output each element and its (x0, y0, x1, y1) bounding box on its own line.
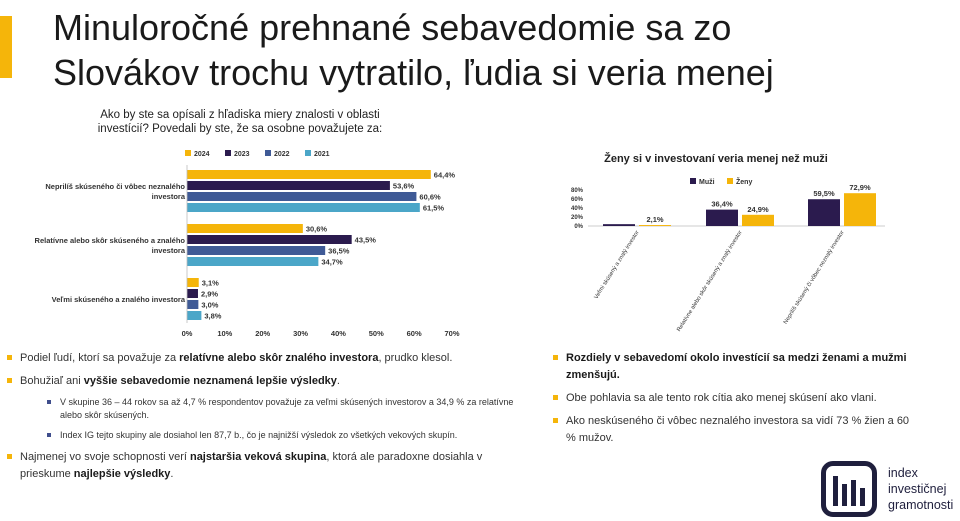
bar-2022-2 (187, 300, 198, 309)
bar-value-label: 36,4% (711, 199, 733, 209)
left-bullet-2-text: Bohužiaľ ani (20, 375, 84, 387)
bar-Muži-0 (603, 224, 635, 226)
bar-2024-1 (187, 224, 303, 233)
index-logo (817, 459, 957, 521)
legend-swatch-Muži (690, 178, 696, 184)
left-bullet-3-bold: najstaršia veková skupina (189, 451, 327, 463)
bar-value-label: 61,5% (422, 203, 445, 213)
bar-Ženy-2 (844, 193, 876, 226)
y-tick-label: 40% (570, 206, 583, 212)
left-bullet-3 (7, 449, 527, 483)
bar-Muži-1 (706, 210, 738, 226)
right-bullet-2-text: Obe pohlavia sa ale tento rok cítia ako menej skúsení ako vlani. (566, 392, 877, 404)
left-bullet-2 (7, 373, 527, 390)
legend-label-2021: 2021 (314, 151, 330, 158)
bar-value-label: 2,1% (646, 215, 664, 225)
legend-swatch-Ženy (727, 178, 733, 184)
category-label: Neprilíš skúsený či vôbec neznalý investor (782, 229, 846, 326)
x-tick-label: 0% (181, 329, 193, 338)
x-tick-label: 20% (255, 329, 271, 338)
legend-label-Muži: Muži (699, 179, 715, 186)
bar-Muži-2 (808, 199, 840, 226)
bar-value-label: 36,5% (328, 246, 350, 256)
legend-swatch-2024 (185, 150, 191, 156)
legend-swatch-2021 (305, 150, 311, 156)
bar-2022-0 (187, 192, 416, 201)
y-tick-label: 20% (570, 215, 583, 221)
left-bullet-3-mid: , ktorá ale paradoxne dosiahla v prieskume (20, 451, 483, 480)
category-label: Neprilíš skúseného či vôbec neznalého (45, 182, 185, 191)
bar-value-label: 72,9% (849, 183, 871, 193)
bar-value-label: 2,9% (200, 289, 219, 299)
vertical-bar-chart (571, 152, 885, 333)
horizontal-bar-chart (35, 109, 460, 338)
category-label: Relatívne alebo skôr skúsený a znalý investor (676, 229, 744, 333)
bar-chart-logo-icon (821, 461, 877, 517)
right-bullet-list (553, 350, 913, 453)
left-subbullet-2 (7, 429, 527, 442)
left-subbullet-2-text: Index IG tejto skupiny ale dosiahol len 87,7 b., čo je najnižší výsledok zo všetkých vekových skupín. (60, 430, 458, 440)
left-bullet-list (7, 350, 527, 489)
right-bullet-3-text: Ako neskúseného či vôbec neznalého investora sa vidí 73 % žien a 60 % mužov. (566, 415, 910, 444)
bar-2022-1 (187, 246, 325, 255)
title-line-2: Slovákov trochu vytratilo, ľudia si veria menej (53, 52, 774, 93)
bar-2021-0 (187, 203, 420, 212)
bar-2021-1 (187, 257, 318, 266)
left-bullet-1-end: , prudko klesol. (378, 352, 453, 364)
x-tick-label: 40% (330, 329, 346, 338)
bar-value-label: 43,5% (354, 235, 376, 245)
legend-label-Ženy: Ženy (736, 179, 753, 186)
bar-Ženy-0 (639, 225, 671, 226)
y-tick-label: 80% (570, 188, 583, 194)
x-tick-label: 10% (217, 329, 233, 338)
left-bullet-3-end: . (170, 468, 174, 480)
bar-value-label: 3,0% (201, 300, 219, 310)
x-tick-label: 50% (368, 329, 384, 338)
bar-value-label: 3,1% (201, 278, 219, 288)
left-bullet-2-end: . (336, 375, 340, 387)
x-tick-label: 60% (406, 329, 422, 338)
bar-2023-1 (187, 235, 352, 244)
left-subbullet-1-text: V skupine 36 – 44 rokov sa až 4,7 % respondentov považuje za veľmi skúsených investorov a 34,9 % za relatívne alebo skôr skúsených. (60, 397, 514, 420)
legend-swatch-2022 (265, 150, 271, 156)
bar-2023-2 (187, 289, 198, 298)
category-label: investora (151, 246, 185, 255)
legend-label-2022: 2022 (274, 151, 290, 158)
chart1-title-line-1: Ako by ste sa opísali z hľadiska miery znalosti v oblasti (100, 109, 380, 121)
bar-value-label: 3,8% (204, 311, 222, 321)
title-line-1: Minuloročné prehnané sebavedomie sa zo (53, 7, 732, 48)
logo-text (888, 465, 953, 513)
right-bullet-1 (553, 350, 913, 384)
bar-value-label: 60,6% (419, 192, 441, 202)
logo-line-1: index (888, 466, 918, 480)
left-bullet-1-bold: relatívne alebo skôr znalého investora (179, 352, 379, 364)
y-tick-label: 60% (570, 197, 583, 203)
bar-2024-2 (187, 278, 199, 287)
category-label: Relatívne alebo skôr skúseného a znalého (34, 236, 185, 245)
left-bullet-1-text: Podiel ľudí, ktorí sa považuje za (20, 352, 180, 364)
left-bullet-3-text: Najmenej vo svoje schopnosti verí (20, 451, 190, 463)
left-bullet-1 (7, 350, 527, 367)
right-bullet-3 (553, 413, 913, 447)
y-tick-label: 0% (574, 224, 583, 230)
bar-value-label: 24,9% (747, 204, 769, 214)
bar-value-label: 64,4% (433, 170, 456, 180)
bar-value-label: 59,5% (813, 189, 835, 199)
bar-value-label: 34,7% (321, 257, 343, 267)
logo-line-2: investičnej (888, 482, 947, 496)
x-tick-label: 30% (293, 329, 309, 338)
logo-line-3: gramotnosti (888, 498, 954, 512)
bar-Ženy-1 (742, 215, 774, 226)
category-label: Veľmi skúseného a znalého investora (51, 295, 185, 304)
right-bullet-1-text: Rozdiely v sebavedomí okolo investícií sa medzi ženami a mužmi zmenšujú. (566, 352, 907, 381)
bar-value-label: 30,6% (305, 224, 328, 234)
bar-value-label: 53,6% (392, 181, 415, 191)
legend-label-2023: 2023 (234, 151, 250, 158)
category-label: investora (151, 192, 185, 201)
bar-2023-0 (187, 181, 390, 190)
right-bullet-2 (553, 390, 913, 407)
x-tick-label: 70% (444, 329, 460, 338)
chart1-title-line-2: investícií? Povedali by ste, že sa osobne považujete za: (97, 123, 383, 135)
bar-2021-2 (187, 311, 201, 320)
bar-2024-0 (187, 170, 431, 179)
left-bullet-3-bold-2: najlepšie výsledky (73, 468, 171, 480)
left-subbullet-1 (7, 396, 527, 422)
legend-swatch-2023 (225, 150, 231, 156)
left-bullet-2-bold: vyššie sebavedomie neznamená lepšie výsledky (83, 375, 337, 387)
chart2-title: Ženy si v investovaní veria menej než muži (604, 153, 828, 165)
category-label: Veľmi skúsený a znalý investor (593, 229, 641, 301)
legend-label-2024: 2024 (194, 151, 210, 158)
